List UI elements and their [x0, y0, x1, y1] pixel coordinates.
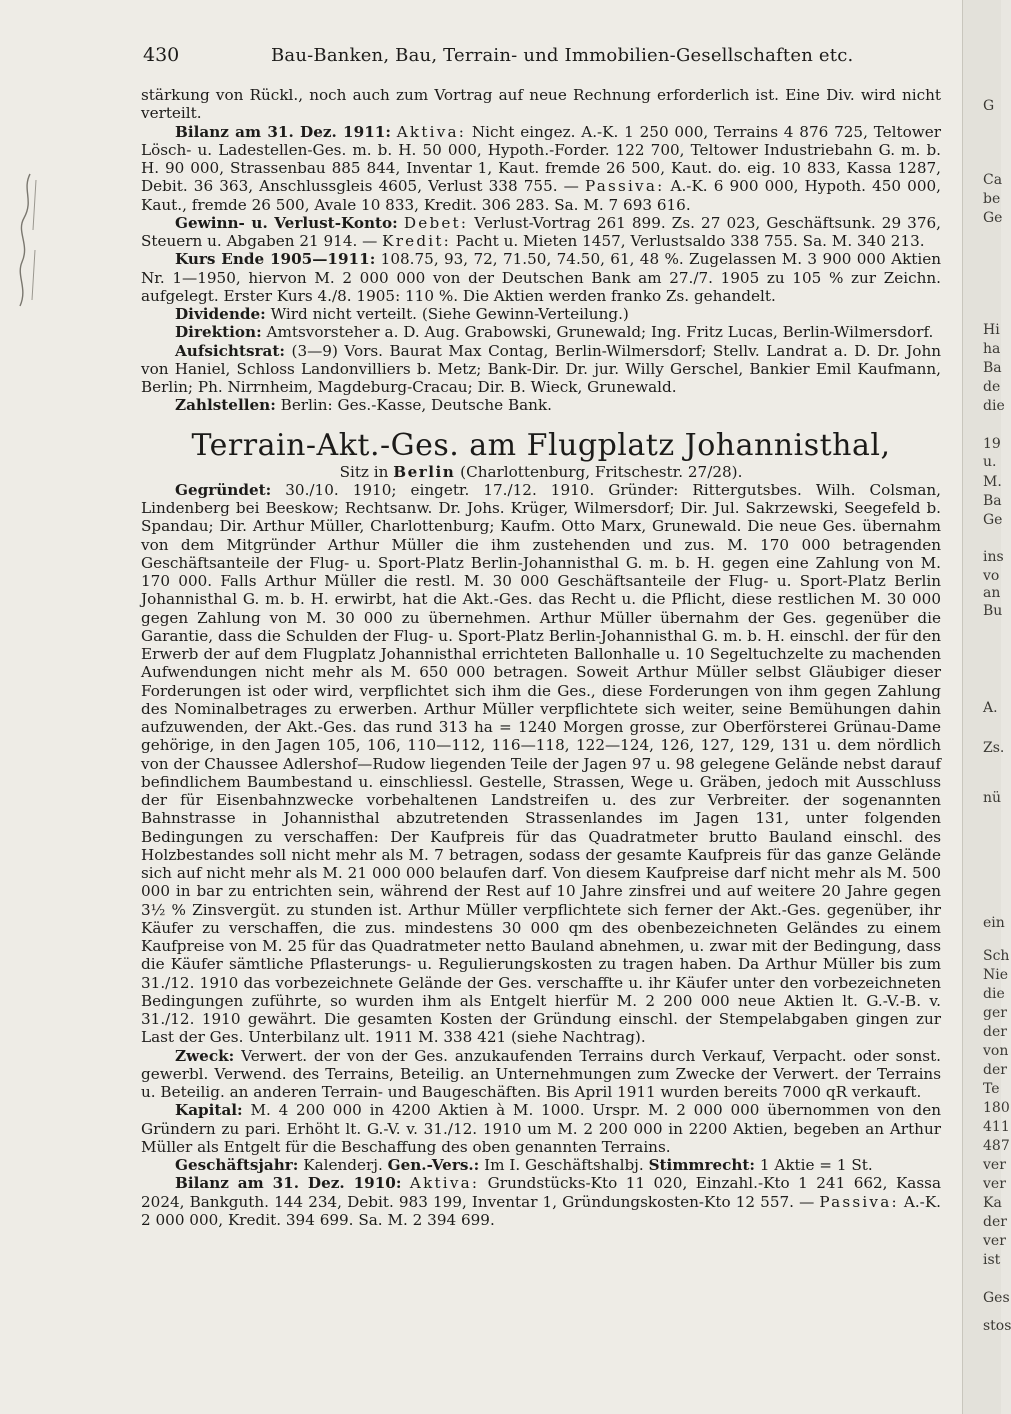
- edge-fragment: ist: [983, 1252, 1001, 1268]
- stimmrecht-text: 1 Aktie = 1 St.: [759, 1156, 873, 1174]
- gegruendet-label: Gegründet:: [175, 480, 272, 499]
- prev-kurs-paragraph: [141, 250, 941, 305]
- edge-fragment: ver: [983, 1233, 1006, 1249]
- edge-fragment: Ba: [983, 360, 1002, 376]
- edge-fragment: G: [983, 98, 995, 114]
- kapital-text: M. 4 200 000 in 4200 Aktien à M. 1000. Urspr. M. 2 000 000 übernommen von den Gründern zu pari. Erhöht lt. G.-V. v. 31./12. 1910 um M. 2 200 000 in 2200 Aktien, begeben an Arthur Müller als Entgelt für die Beschaffung des oben genannten Terrains.: [141, 1101, 941, 1156]
- continuation-paragraph: [141, 86, 941, 123]
- previous-entry-continuation: [141, 86, 941, 415]
- adjacent-page-edge: [962, 0, 1011, 1414]
- gen-vers-label: Gen.-Vers.:: [387, 1156, 480, 1174]
- continuation-text: stärkung von Rückl., noch auch zum Vortrag auf neue Rechnung erforderlich ist. Eine Div. wird nicht verteilt.: [141, 86, 941, 123]
- edge-fragment: stos: [983, 1318, 1011, 1334]
- zweck-paragraph: [141, 1047, 941, 1102]
- edge-fragment: Ba: [983, 493, 1002, 509]
- edge-fragment: der: [983, 1024, 1007, 1040]
- edge-fragment: Ges: [983, 1290, 1010, 1306]
- edge-fragment: Te: [983, 1081, 1000, 1097]
- edge-fragment: de: [983, 379, 1001, 395]
- page-header: [143, 44, 963, 74]
- edge-fragment: M.: [983, 474, 1002, 490]
- prev-bilanz-aktiva-text: Nicht eingez. A.-K. 1 250 000, Terrains 4 876 725, Teltower Lösch- u. Ladestellen-Ges. m. b. H. 50 000, Hypoth.-Forder. 122 700, Teltower Industriebahn G. m. b. H. 90 000, Strassenbau 885 844, Inventar 1, Kaut. fremde 26 500, Kaut. do. eig. 10 833, Kassa 1287, Debit. 36 363, Anschlussgleis 4605, Verlust 338 755. —: [141, 122, 942, 196]
- edge-fragment: an: [983, 585, 1001, 601]
- edge-fragment: 19: [983, 436, 1001, 452]
- edge-fragment: Nie: [983, 967, 1009, 983]
- seat-city: Berlin: [393, 462, 456, 481]
- edge-fragment: nü: [983, 790, 1002, 806]
- prev-bilanz-label: Bilanz am 31. Dez. 1911:: [175, 122, 391, 141]
- bilanz-aktiva-text: Grundstücks-Kto 11 020, Einzahl.-Kto 1 241 662, Kassa 2024, Bankguth. 144 234, Debit. 983 199, Inventar 1, Gründungskosten-Kto 12 557. —: [141, 1174, 941, 1211]
- entry-seat: [141, 463, 941, 481]
- prev-bilanz-paragraph: [141, 123, 941, 214]
- prev-gv-kredit-text: Pacht u. Mieten 1457, Verlustsaldo 338 755. Sa. M. 340 213.: [455, 232, 925, 250]
- edge-fragment: u.: [983, 454, 997, 470]
- edge-fragment: Bu: [983, 603, 1003, 619]
- prev-direktion-paragraph: [141, 323, 941, 341]
- prev-dividende-text: Wird nicht verteilt. (Siehe Gewinn-Verteilung.): [270, 305, 629, 323]
- geschaeftsjahr-text: Kalenderj.: [303, 1156, 383, 1174]
- geschaeftsjahr-label: Geschäftsjahr:: [175, 1156, 299, 1174]
- edge-fragment: Sch: [983, 948, 1010, 964]
- prev-gv-label: Gewinn- u. Verlust-Konto:: [175, 213, 398, 232]
- gegruendet-paragraph: [141, 481, 941, 1047]
- kapital-paragraph: [141, 1101, 941, 1156]
- prev-aufsichtsrat-label: Aufsichtsrat:: [175, 341, 285, 360]
- edge-fragment: ver: [983, 1176, 1006, 1192]
- prev-aufsichtsrat-paragraph: [141, 342, 941, 397]
- passiva-label: Passiva:: [819, 1192, 899, 1211]
- bilanz-paragraph: [141, 1174, 941, 1229]
- bilanz-label: Bilanz am 31. Dez. 1910:: [175, 1174, 402, 1193]
- prev-direktion-label: Direktion:: [175, 323, 262, 342]
- edge-fragment: ein: [983, 915, 1005, 931]
- zweck-label: Zweck:: [175, 1046, 235, 1065]
- prev-gv-paragraph: [141, 214, 941, 251]
- edge-fragment: der: [983, 1062, 1007, 1078]
- edge-fragment: 411: [983, 1119, 1010, 1135]
- margin-ink-mark: [0, 170, 38, 310]
- prev-aufsichtsrat-text: (3—9) Vors. Baurat Max Contag, Berlin-Wilmersdorf; Stellv. Landrat a. D. Dr. John von Haniel, Schloss Landonvilliers b. Metz; Bank-Dir. Dr. jur. Willy Gerschel, Bankier Emil Kaufmann, Berlin; Ph. Nirrnheim, Magdeburg-Cracau; Dir. B. Wieck, Grunewald.: [141, 341, 942, 396]
- company-entry: [141, 429, 941, 1230]
- prev-zahlstellen-paragraph: [141, 396, 941, 414]
- seat-suffix: (Charlottenburg, Fritschestr. 27/28).: [460, 462, 743, 481]
- prev-zahlstellen-label: Zahlstellen:: [175, 396, 276, 415]
- edge-fragment: A.: [983, 700, 998, 716]
- prev-aktiva-label: Aktiva:: [396, 122, 467, 141]
- edge-fragment: der: [983, 1214, 1007, 1230]
- edge-fragment: Ge: [983, 210, 1003, 226]
- gegruendet-text: 30./10. 1910; eingetr. 17./12. 1910. Gründer: Rittergutsbes. Wilh. Colsman, Lindenberg bei Beeskow; Rechtsanw. Dr. Johs. Krüger, Wilmersdorf; Dir. Jul. Sakrzewski, Seegefeld b. Spandau; Dir. Arthur Müller, Charlottenburg; Kaufm. Otto Marx, Grunewald. Die neue Ges. übernahm von dem Mitgründer Arthur Müller die ihm zustehenden und zus. M. 170 000 betragenden Geschäftsanteile der Flug- u. Sport-Platz Berlin-Johannisthal G. m. b. H. gegen eine Zahlung von M. 170 000. Falls Arthur Müller die restl. M. 30 000 Geschäftsanteile der Flug- u. Sport-Platz Berlin Johannisthal G. m. b. H. erwirbt, hat die Akt.-Ges. das Recht u. die Pflicht, diese restlichen M. 30 000 gegen Zahlung von M. 30 000 zu übernehmen. Arthur Müller übernahm der Ges. gegenüber die Garantie, dass die Schulden der Flug- u. Sport-Platz Berlin-Johannisthal G. m. b. H. einschl. der für den Erwerb der auf dem Flugplatz Johannisthal errichteten Ballonhalle u. 10 Segeltuchzelte zu machenden Aufwendungen nicht mehr als M. 650 000 betragen. Soweit Arthur Müller selbst Gläubiger dieser Forderungen ist oder wird, verpflichtet sich ihm die Ges., diese Forderungen von ihm gegen Zahlung des Nominalbetrages zu erwerben. Arthur Müller verpflichtete sich weiter, seine Bemühungen dahin aufzuwenden, der Akt.-Ges. das rund 313 ha = 1240 Morgen grosse, zur Oberförsterei Grünau-Dame gehörige, in den Jagen 105, 106, 110—112, 116—118, 122—124, 126, 127, 129, 131 u. dem nördlich von der Chaussee Adlershof—Rudow liegenden Teile der Jagen 97 u. 98 gelegene Gelände nebst darauf befindlichem Baumbestand u. einschliessl. Gestelle, Strassen, Wege u. Gräben, jedoch mit Ausschluss der für Eisenbahnzwecke vorbehaltenen Landstreifen u. des zur Verbreiter. der sogenannten Bahnstrasse in Johannisthal abzutretenden Strassenlandes im Jagen 131, unter folgenden Bedingungen zu verschaffen: Der Kaufpreis für das Quadratmeter brutto Bauland einschl. des Holzbestandes soll nicht mehr als M. 7 betragen, sodass der gesamte Kaufpreis für das ganze Gelände sich auf nicht mehr als M. 21 000 000 belaufen darf. Von diesem Kaufpreise darf nicht mehr als M. 500 000 in bar zu entrichten sein, während der Rest auf 10 Jahre zinsfrei und auf weitere 20 Jahre gegen 3½ % Zinsvergüt. zu stunden ist. Arthur Müller verpflichtete sich ferner der Akt.-Ges. gegenüber, ihr Käufer zu verschaffen, die zus. mindestens 30 000 qm des obenbezeichneten Geländes zu einem Kaufpreise von M. 25 für das Quadratmeter netto Bauland abnehmen, u. zwar mit der Bedingung, dass die Käufer sämtliche Pflasterungs- u. Regulierungskosten zu tragen haben. Da Arthur Müller bis zum 31./12. 1910 das vorbezeichnete Gelände der Ges. verschaffte u. ihr Käufer unter den vorbezeichneten Bedingungen zuführte, so wurden ihm als Entgelt hierfür M. 2 200 000 neue Aktien lt. G.-V.-B. v. 31./12. 1910 gewährt. Die gesamten Kosten der Gründung einschl. der Stempelabgaben gingen zur Last der Ges. Unterbilanz ult. 1911 M. 338 421 (siehe Nachtrag).: [141, 480, 941, 1047]
- text-column: [141, 86, 941, 1229]
- edge-fragment: ins: [983, 549, 1004, 565]
- prev-direktion-text: Amtsvorsteher a. D. Aug. Grabowski, Grunewald; Ing. Fritz Lucas, Berlin-Wilmersdorf.: [266, 323, 934, 342]
- edge-fragment: Ge: [983, 512, 1003, 528]
- prev-kurs-text: 108.75, 93, 72, 71.50, 74.50, 61, 48 %. Zugelassen M. 3 900 000 Aktien Nr. 1—1950, hiervon M. 2 000 000 von der Deutschen Bank am 27./7. 1905 zu 105 % zur Zeichn. aufgelegt. Erster Kurs 4./8. 1905: 110 %. Die Aktien werden franko Zs. gehandelt.: [141, 250, 942, 305]
- page-number: 430: [143, 44, 180, 66]
- edge-fragment: Ka: [983, 1195, 1002, 1211]
- edge-fragment: die: [983, 986, 1005, 1002]
- aktiva-label: Aktiva:: [409, 1174, 480, 1193]
- prev-kurs-label: Kurs Ende 1905—1911:: [175, 250, 376, 269]
- prev-dividende-label: Dividende:: [175, 305, 266, 323]
- organisation-paragraph: [141, 1156, 941, 1174]
- edge-fragment: Hi: [983, 322, 1000, 338]
- gen-vers-text: Im I. Geschäftshalbj.: [484, 1156, 644, 1174]
- edge-fragment: von: [983, 1043, 1009, 1059]
- prev-debet-label: Debet:: [403, 213, 469, 232]
- entry-title: Terrain-Akt.-Ges. am Flugplatz Johannisthal,: [191, 427, 891, 463]
- seat-prefix: Sitz in: [339, 462, 389, 481]
- prev-gv-debet-text: Verlust-Vortrag 261 899. Zs. 27 023, Geschäftsunk. 29 376, Steuern u. Abgaben 21 914. —: [141, 213, 941, 250]
- edge-fragment: 487: [983, 1138, 1010, 1154]
- edge-fragment: Ca: [983, 172, 1003, 188]
- edge-fragment: ha: [983, 341, 1001, 357]
- edge-fragment: die: [983, 398, 1005, 414]
- prev-bilanz-passiva-text: A.-K. 6 900 000, Hypoth. 450 000, Kaut., fremde 26 500, Avale 10 833, Kredit. 306 283. Sa. M. 7 693 616.: [141, 177, 942, 214]
- zweck-text: Verwert. der von der Ges. anzukaufenden Terrains durch Verkauf, Verpacht. oder sonst. gewerbl. Verwend. des Terrains, Beteilig. an Unternehmungen zum Zwecke der Verwert. der Terrains u. Beteilig. an anderen Terrain- und Baugeschäften. Bis April 1911 wurden bereits 7000 qR verkauft.: [141, 1046, 942, 1101]
- edge-fragment: vo: [983, 568, 1000, 584]
- kapital-label: Kapital:: [175, 1101, 243, 1120]
- prev-kredit-label: Kredit:: [382, 232, 451, 250]
- edge-fragment: 180: [983, 1100, 1010, 1116]
- prev-dividende-paragraph: [141, 305, 941, 323]
- running-title: Bau-Banken, Bau, Terrain- und Immobilien-Gesellschaften etc.: [271, 45, 854, 66]
- edge-fragment: ver: [983, 1157, 1006, 1173]
- edge-fragment: Zs.: [983, 740, 1005, 756]
- prev-passiva-label: Passiva:: [585, 177, 665, 196]
- edge-fragment: ger: [983, 1005, 1007, 1021]
- prev-zahlstellen-text: Berlin: Ges.-Kasse, Deutsche Bank.: [280, 396, 552, 415]
- bilanz-passiva-text: A.-K. 2 000 000, Kredit. 394 699. Sa. M. 2 394 699.: [141, 1192, 941, 1229]
- stimmrecht-label: Stimmrecht:: [648, 1156, 756, 1174]
- edge-fragment: be: [983, 191, 1001, 207]
